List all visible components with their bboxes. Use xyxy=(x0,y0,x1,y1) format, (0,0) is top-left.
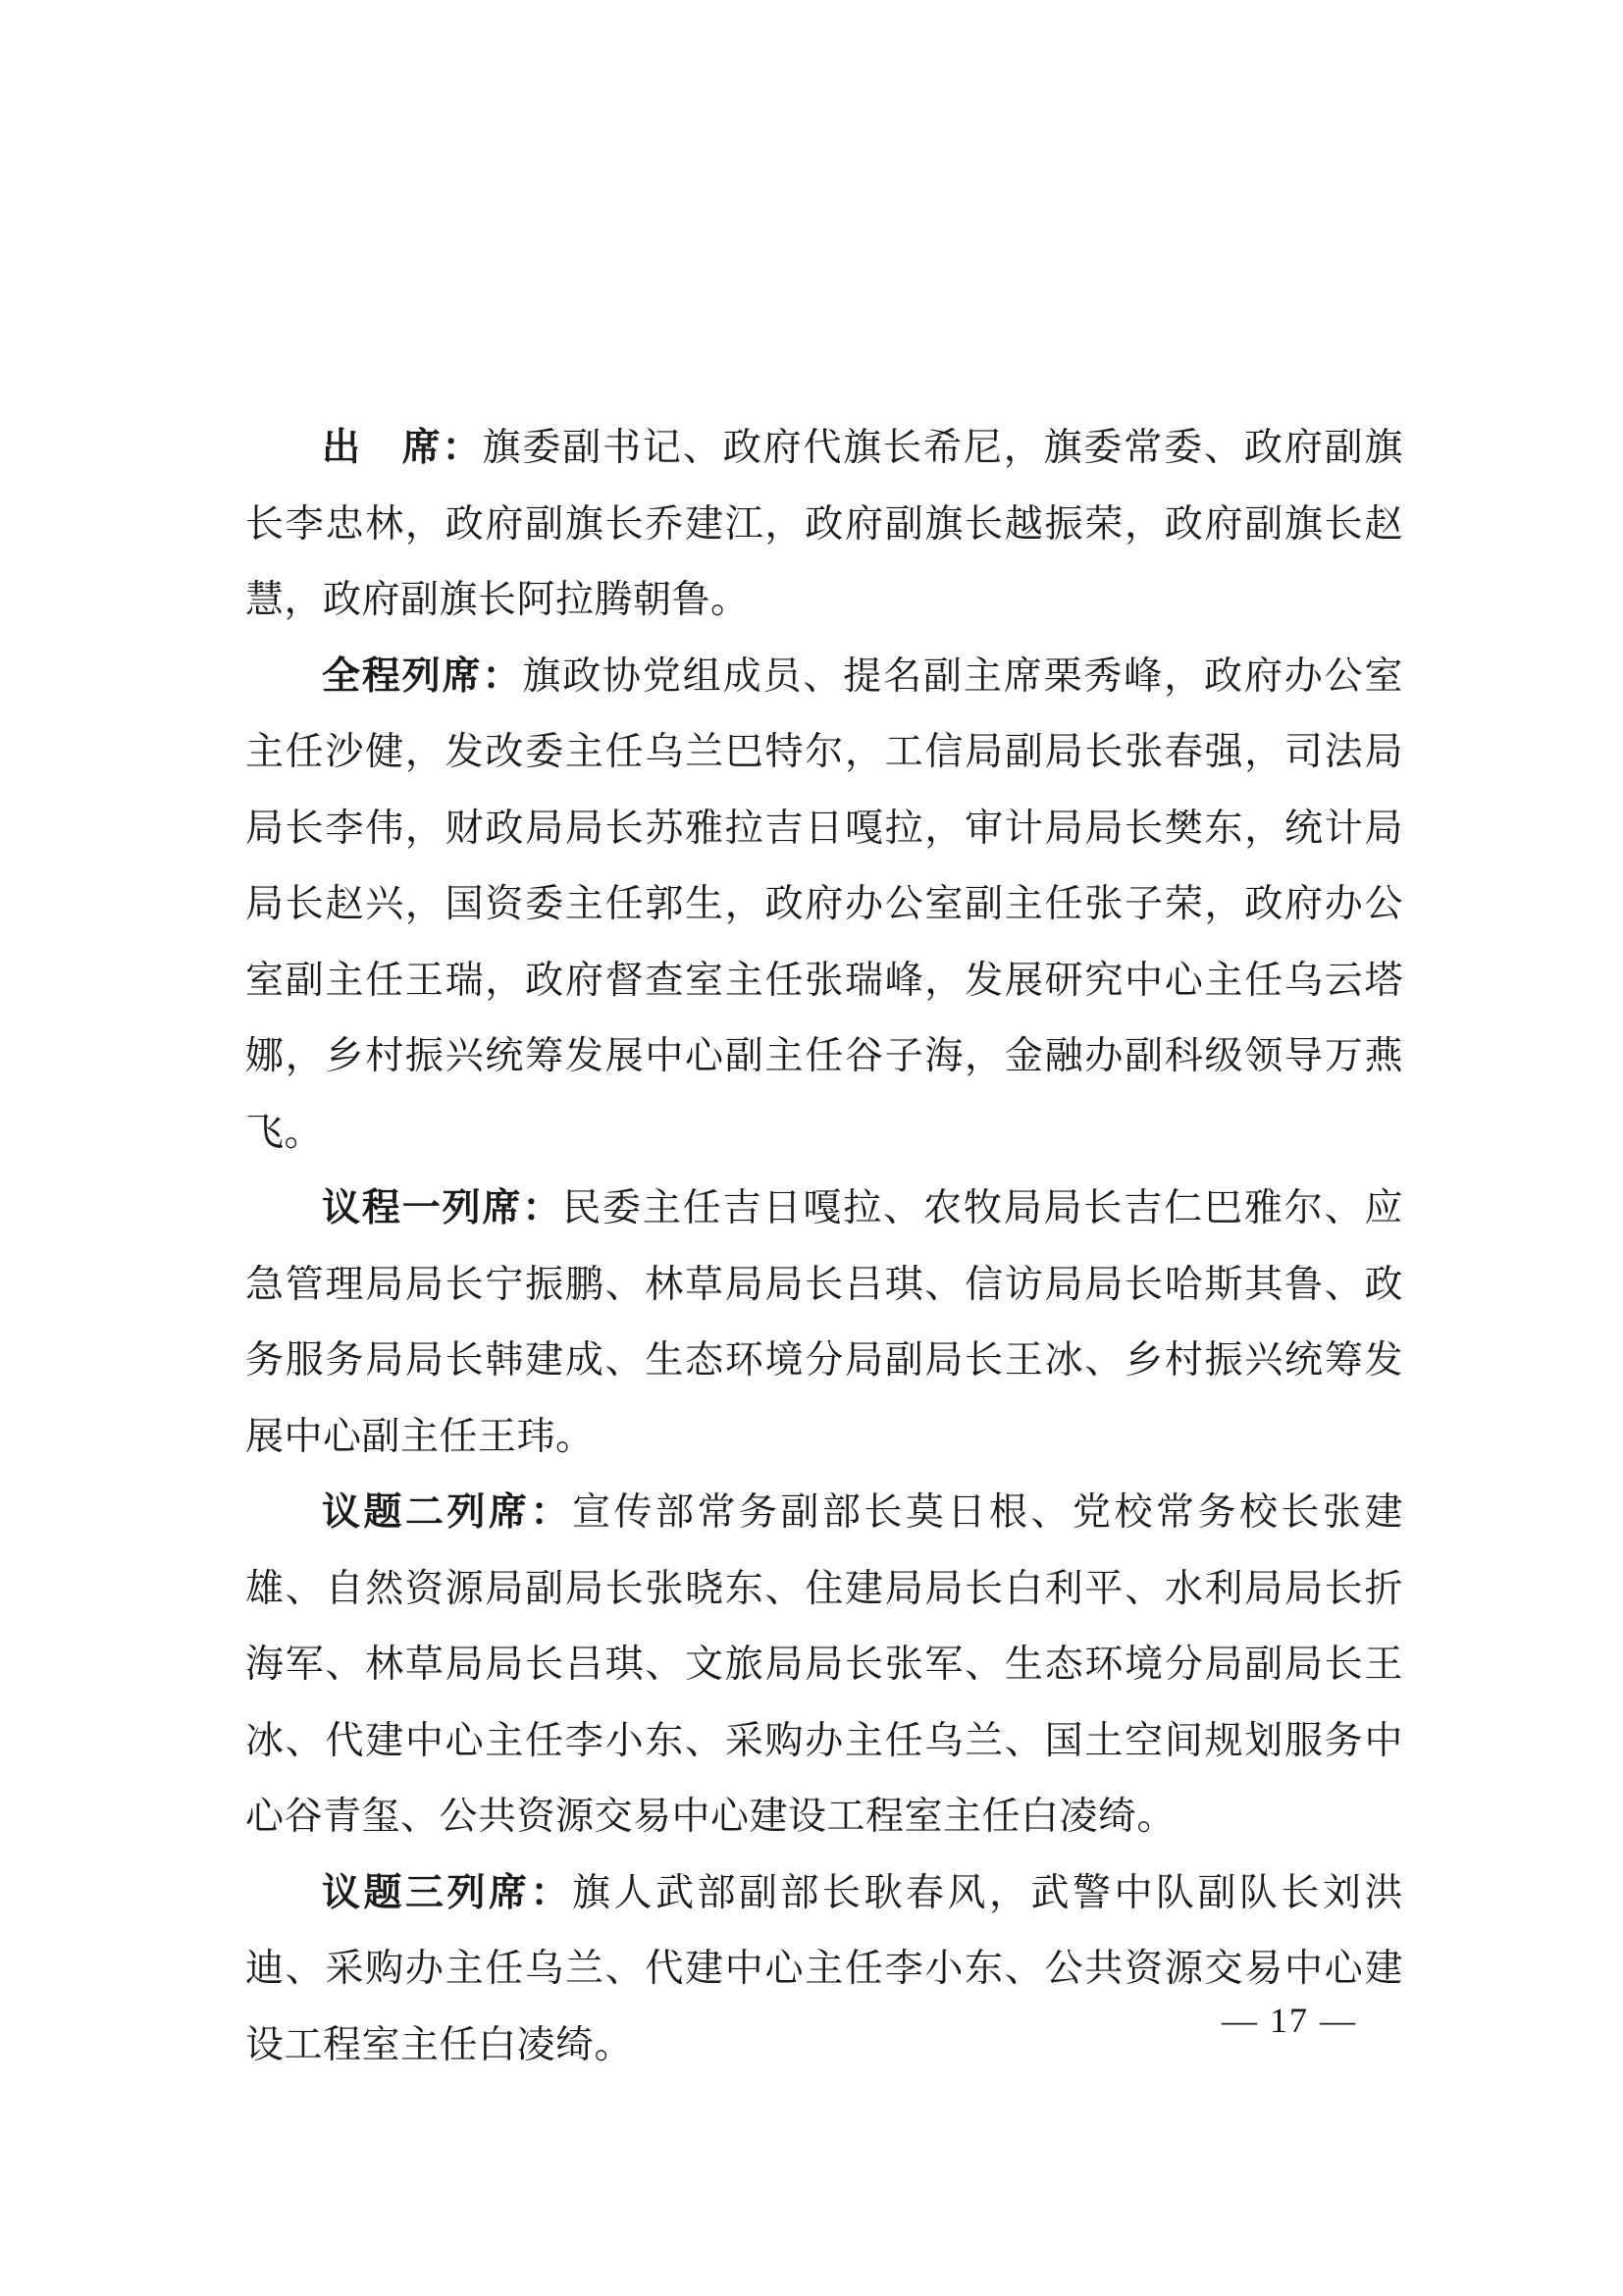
attendance-text: 旗委副书记、政府代旗长希尼，旗委常委、政府副旗长李忠林，政府副旗长乔建江，政府副旗长越振荣，政府副旗长赵慧，政府副旗长阿拉腾朝鲁。 xyxy=(245,426,1403,622)
topic-three-label: 议题三列席： xyxy=(322,1870,572,1915)
document-body xyxy=(245,410,1403,2083)
full-attendance-label: 全程列席： xyxy=(322,653,523,699)
attendance-paragraph xyxy=(245,410,1403,639)
topic-two-label: 议题二列席： xyxy=(322,1490,572,1535)
full-attendance-paragraph xyxy=(245,639,1403,1172)
topic-three-text: 旗人武部副部长耿春风，武警中队副队长刘洪迪、采购办主任乌兰、代建中心主任李小东、公共资源交易中心建设工程室主任白凌绮。 xyxy=(245,1870,1403,2067)
agenda-one-text: 民委主任吉日嘎拉、农牧局局长吉仁巴雅尔、应急管理局局长宁振鹏、林草局局长吕琪、信访局局长哈斯其鲁、政务服务局局长韩建成、生态环境分局副局长王冰、乡村振兴统筹发展中心副主任王玮。 xyxy=(245,1186,1403,1459)
topic-two-paragraph xyxy=(245,1475,1403,1855)
agenda-one-label: 议程一列席： xyxy=(322,1186,563,1230)
page-number: — 17 — xyxy=(1222,2001,1357,2040)
topic-two-text: 宣传部常务副部长莫日根、党校常务校长张建雄、自然资源局副局长张晓东、住建局局长白利平、水利局局长折海军、林草局局长吕琪、文旅局局长张军、生态环境分局副局长王冰、代建中心主任李小东、采购办主任乌兰、国土空间规划服务中心谷青玺、公共资源交易中心建设工程室主任白凌绮。 xyxy=(245,1490,1403,1839)
agenda-one-paragraph xyxy=(245,1171,1403,1475)
topic-three-paragraph xyxy=(245,1855,1403,2084)
full-attendance-text: 旗政协党组成员、提名副主席栗秀峰，政府办公室主任沙健，发改委主任乌兰巴特尔，工信局副局长张春强，司法局局长李伟，财政局局长苏雅拉吉日嘎拉，审计局局长樊东，统计局局长赵兴，国资委主任郭生，政府办公室副主任张子荣，政府办公室副主任王瑞，政府督查室主任张瑞峰，发展研究中心主任乌云塔娜，乡村振兴统筹发展中心副主任谷子海，金融办副科级领导万燕飞。 xyxy=(245,653,1403,1155)
attendance-label: 出 席： xyxy=(322,426,483,470)
